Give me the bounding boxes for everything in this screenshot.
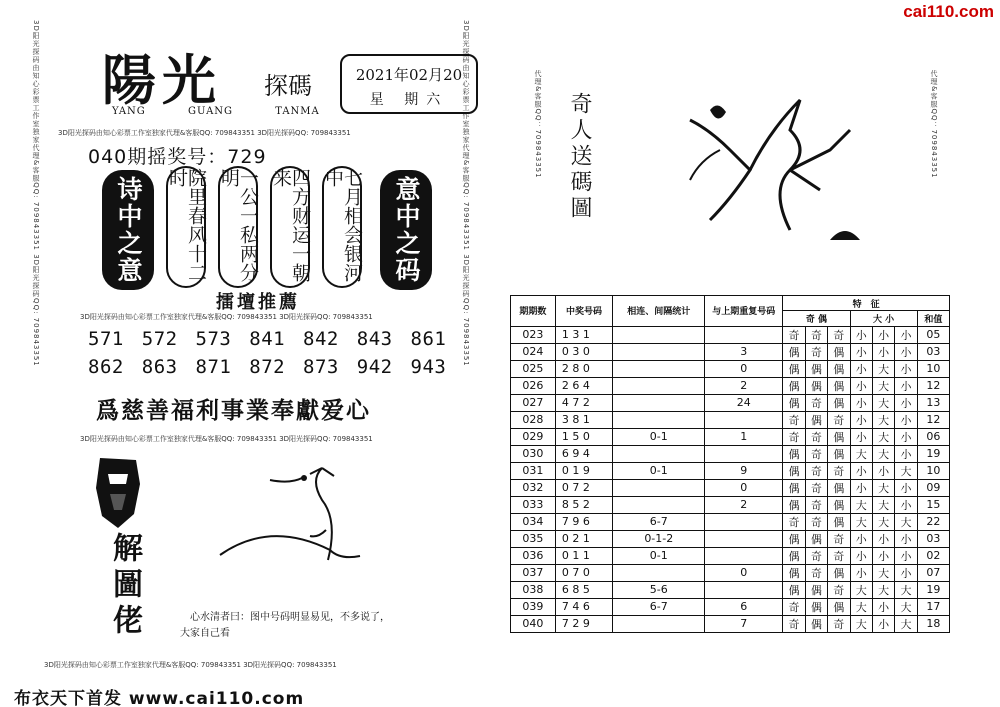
big-small-cell: 大 (872, 428, 894, 445)
consec-cell (613, 360, 705, 377)
winning-cell: 6 9 4 (555, 445, 612, 462)
repeat-cell (705, 445, 783, 462)
odd-even-cell: 奇 (805, 462, 827, 479)
sum-cell: 02 (917, 547, 949, 564)
winning-cell: 6 8 5 (555, 581, 612, 598)
big-small-cell: 大 (872, 496, 894, 513)
odd-even-cell: 奇 (805, 394, 827, 411)
period-cell: 039 (511, 598, 556, 615)
big-small-cell: 小 (872, 326, 894, 343)
sum-cell: 13 (917, 394, 949, 411)
table-row (511, 343, 950, 360)
contact-line-3: 3D阳光探码由知心彩票工作室独家代理&客服QQ: 709843351 3D阳光探码QQ: 709843351 (80, 435, 373, 443)
table-row (511, 530, 950, 547)
repeat-cell: 6 (705, 598, 783, 615)
col-period: 期期数 (511, 296, 556, 327)
consec-cell (613, 496, 705, 513)
odd-even-cell: 奇 (828, 411, 850, 428)
date-line: 2021年02月20 (355, 66, 463, 84)
col-sum: 和值 (917, 311, 949, 326)
table-row (511, 428, 950, 445)
repeat-cell: 1 (705, 428, 783, 445)
table-row (511, 598, 950, 615)
period-cell: 025 (511, 360, 556, 377)
period-cell: 027 (511, 394, 556, 411)
period-cell: 029 (511, 428, 556, 445)
big-small-cell: 小 (895, 326, 917, 343)
consec-cell (613, 343, 705, 360)
consec-cell: 0-1 (613, 462, 705, 479)
odd-even-cell: 偶 (783, 564, 805, 581)
odd-even-cell: 奇 (805, 445, 827, 462)
jie-tu-title: 解圖佬 (107, 532, 142, 640)
big-small-cell: 大 (872, 411, 894, 428)
odd-even-cell: 偶 (805, 581, 827, 598)
odd-even-cell: 偶 (828, 428, 850, 445)
big-small-cell: 大 (872, 581, 894, 598)
repeat-cell: 9 (705, 462, 783, 479)
table-row (511, 479, 950, 496)
poem-col-2: 一公一私两分明 (218, 166, 258, 288)
odd-even-cell: 奇 (828, 547, 850, 564)
odd-even-cell: 奇 (805, 564, 827, 581)
odd-even-cell: 偶 (828, 479, 850, 496)
odd-even-cell: 奇 (805, 479, 827, 496)
consec-cell (613, 377, 705, 394)
repeat-cell: 2 (705, 496, 783, 513)
odd-even-cell: 奇 (783, 428, 805, 445)
table-row (511, 377, 950, 394)
qiren-drawing-image (670, 90, 880, 240)
winning-cell: 1 3 1 (555, 326, 612, 343)
repeat-cell: 0 (705, 360, 783, 377)
logo-pinyin: YANG GUANG TANMA (112, 106, 320, 117)
big-small-cell: 小 (895, 360, 917, 377)
table-row (511, 513, 950, 530)
hint-note (180, 610, 390, 642)
big-small-cell: 小 (872, 462, 894, 479)
repeat-cell (705, 530, 783, 547)
consec-cell (613, 445, 705, 462)
odd-even-cell: 偶 (783, 462, 805, 479)
sum-cell: 03 (917, 530, 949, 547)
table-row (511, 411, 950, 428)
big-small-cell: 大 (850, 496, 872, 513)
big-small-cell: 小 (895, 496, 917, 513)
odd-even-cell: 奇 (805, 428, 827, 445)
consec-cell (613, 411, 705, 428)
odd-even-cell: 偶 (828, 394, 850, 411)
big-small-cell: 大 (872, 479, 894, 496)
odd-even-cell: 偶 (783, 530, 805, 547)
table-row (511, 496, 950, 513)
big-small-cell: 大 (850, 513, 872, 530)
odd-even-cell: 偶 (828, 377, 850, 394)
winning-cell: 2 6 4 (555, 377, 612, 394)
odd-even-cell: 偶 (805, 530, 827, 547)
qiren-side-left: 代理&客服QQ：709843351 (534, 70, 542, 179)
big-small-cell: 小 (872, 615, 894, 632)
period-cell: 040 (511, 615, 556, 632)
big-small-cell: 小 (872, 547, 894, 564)
period-cell: 026 (511, 377, 556, 394)
big-small-cell: 大 (872, 513, 894, 530)
big-small-cell: 小 (895, 445, 917, 462)
col-repeat: 与上期重复号码 (705, 296, 783, 327)
col-odd-even: 奇 偶 (783, 311, 850, 326)
sum-cell: 10 (917, 462, 949, 479)
recommend-title: 擂壇推薦 (216, 292, 300, 313)
period-cell: 023 (511, 326, 556, 343)
consec-cell: 6-7 (613, 598, 705, 615)
big-small-cell: 大 (850, 581, 872, 598)
col-features: 特 征 (783, 296, 950, 311)
winning-cell: 0 2 1 (555, 530, 612, 547)
sum-cell: 15 (917, 496, 949, 513)
consec-cell: 6-7 (613, 513, 705, 530)
sum-cell: 03 (917, 343, 949, 360)
period-cell: 038 (511, 581, 556, 598)
big-small-cell: 大 (895, 615, 917, 632)
big-small-cell: 大 (850, 598, 872, 615)
contact-line-2: 3D阳光探码由知心彩票工作室独家代理&客服QQ: 709843351 3D阳光探码QQ: 709843351 (80, 313, 373, 321)
odd-even-cell: 奇 (783, 411, 805, 428)
period-cell: 024 (511, 343, 556, 360)
odd-even-cell: 奇 (828, 326, 850, 343)
odd-even-cell: 奇 (783, 326, 805, 343)
poem-col-1: 院里春风十二时 (166, 166, 206, 288)
big-small-cell: 小 (895, 479, 917, 496)
big-small-cell: 大 (895, 598, 917, 615)
odd-even-cell: 偶 (828, 564, 850, 581)
big-small-cell: 小 (895, 547, 917, 564)
consec-cell (613, 394, 705, 411)
odd-even-cell: 偶 (828, 445, 850, 462)
big-small-cell: 小 (850, 360, 872, 377)
col-winning: 中奖号码 (555, 296, 612, 327)
weekday: 星 期六 (369, 92, 449, 108)
big-small-cell: 小 (872, 343, 894, 360)
big-small-cell: 大 (895, 513, 917, 530)
big-small-cell: 小 (895, 343, 917, 360)
period-cell: 036 (511, 547, 556, 564)
big-small-cell: 小 (850, 547, 872, 564)
odd-even-cell: 奇 (828, 615, 850, 632)
sum-cell: 06 (917, 428, 949, 445)
history-table (510, 295, 950, 633)
odd-even-cell: 偶 (783, 496, 805, 513)
winning-cell: 0 3 0 (555, 343, 612, 360)
big-small-cell: 大 (872, 360, 894, 377)
sum-cell: 19 (917, 581, 949, 598)
sum-cell: 18 (917, 615, 949, 632)
odd-even-cell: 偶 (828, 513, 850, 530)
big-small-cell: 小 (850, 377, 872, 394)
big-small-cell: 小 (850, 564, 872, 581)
col-big-small: 大 小 (850, 311, 917, 326)
odd-even-cell: 奇 (783, 598, 805, 615)
big-small-cell: 小 (895, 564, 917, 581)
repeat-cell (705, 581, 783, 598)
winning-cell: 7 9 6 (555, 513, 612, 530)
date-box (340, 54, 478, 114)
big-small-cell: 大 (895, 581, 917, 598)
winning-cell: 0 1 1 (555, 547, 612, 564)
big-small-cell: 小 (850, 343, 872, 360)
period-cell: 031 (511, 462, 556, 479)
period-cell: 037 (511, 564, 556, 581)
period-cell: 028 (511, 411, 556, 428)
odd-even-cell: 奇 (805, 547, 827, 564)
footer-slogan[interactable]: 布衣天下首发 www.cai110.com (14, 689, 305, 707)
repeat-cell: 2 (705, 377, 783, 394)
poem-left-label: 诗中之意 (102, 170, 154, 290)
table-row (511, 581, 950, 598)
repeat-cell: 0 (705, 564, 783, 581)
repeat-cell: 24 (705, 394, 783, 411)
big-small-cell: 小 (850, 394, 872, 411)
odd-even-cell: 偶 (783, 581, 805, 598)
winning-cell: 0 7 0 (555, 564, 612, 581)
sage-portrait-image (90, 454, 146, 530)
odd-even-cell: 偶 (783, 377, 805, 394)
odd-even-cell: 偶 (828, 360, 850, 377)
big-small-cell: 大 (872, 377, 894, 394)
period-cell: 032 (511, 479, 556, 496)
logo-subtitle: 探碼 (264, 72, 312, 100)
odd-even-cell: 偶 (828, 496, 850, 513)
big-small-cell: 小 (850, 479, 872, 496)
period-cell: 030 (511, 445, 556, 462)
big-small-cell: 大 (872, 394, 894, 411)
puzzle-drawing-image (210, 460, 370, 580)
big-small-cell: 小 (850, 462, 872, 479)
charity-slogan: 爲慈善福利事業奉獻爱心 (96, 397, 371, 424)
recommend-numbers-row-2: 862 863 871 872 873 942 943 (88, 356, 447, 378)
odd-even-cell: 偶 (783, 479, 805, 496)
yangguang-sheet (30, 20, 475, 680)
site-brand[interactable]: cai110.com (903, 2, 994, 21)
odd-even-cell: 偶 (805, 377, 827, 394)
big-small-cell: 小 (895, 394, 917, 411)
winning-cell: 0 1 9 (555, 462, 612, 479)
consec-cell (613, 479, 705, 496)
poem-right-label: 意中之码 (380, 170, 432, 290)
winning-cell: 7 4 6 (555, 598, 612, 615)
winning-cell: 3 8 1 (555, 411, 612, 428)
side-contact-text-right: 3D阳光探码由知心彩票工作室独家代理&客服QQ: 709843351 3D阳光探码QQ: 709843351 (462, 20, 470, 367)
repeat-cell: 7 (705, 615, 783, 632)
qiren-title: 奇人送碼圖 (567, 92, 592, 222)
consec-cell: 0-1-2 (613, 530, 705, 547)
sum-cell: 22 (917, 513, 949, 530)
recommend-numbers-row-1: 571 572 573 841 842 843 861 (88, 328, 447, 350)
big-small-cell: 大 (872, 564, 894, 581)
qiren-side-right: 代理&客服QQ：709843351 (930, 70, 938, 179)
odd-even-cell: 奇 (805, 326, 827, 343)
big-small-cell: 小 (895, 377, 917, 394)
qiren-figure (530, 70, 950, 270)
odd-even-cell: 奇 (783, 513, 805, 530)
repeat-cell: 0 (705, 479, 783, 496)
consec-cell: 0-1 (613, 428, 705, 445)
odd-even-cell: 偶 (805, 615, 827, 632)
odd-even-cell: 偶 (783, 445, 805, 462)
consec-cell (613, 564, 705, 581)
odd-even-cell: 偶 (783, 394, 805, 411)
sum-cell: 07 (917, 564, 949, 581)
table-row (511, 564, 950, 581)
odd-even-cell: 奇 (828, 462, 850, 479)
odd-even-cell: 奇 (783, 615, 805, 632)
winning-cell: 4 7 2 (555, 394, 612, 411)
table-row (511, 547, 950, 564)
big-small-cell: 大 (895, 462, 917, 479)
odd-even-cell: 偶 (805, 360, 827, 377)
sum-cell: 10 (917, 360, 949, 377)
col-consec: 相连、间隔统计 (613, 296, 705, 327)
period-cell: 035 (511, 530, 556, 547)
winning-cell: 0 7 2 (555, 479, 612, 496)
repeat-cell (705, 513, 783, 530)
contact-line-4: 3D阳光探码由知心彩票工作室独家代理&客服QQ: 709843351 3D阳光探码QQ: 709843351 (44, 661, 337, 669)
big-small-cell: 小 (872, 530, 894, 547)
odd-even-cell: 偶 (805, 598, 827, 615)
repeat-cell (705, 326, 783, 343)
odd-even-cell: 奇 (805, 343, 827, 360)
big-small-cell: 大 (850, 615, 872, 632)
big-small-cell: 大 (850, 445, 872, 462)
big-small-cell: 小 (850, 411, 872, 428)
big-small-cell: 小 (895, 428, 917, 445)
table-row (511, 360, 950, 377)
odd-even-cell: 奇 (828, 581, 850, 598)
consec-cell: 5-6 (613, 581, 705, 598)
odd-even-cell: 偶 (783, 343, 805, 360)
winning-cell: 1 5 0 (555, 428, 612, 445)
table-row (511, 326, 950, 343)
poem-col-4: 七月相会银河中 (322, 166, 362, 288)
winning-cell: 7 2 9 (555, 615, 612, 632)
odd-even-cell: 奇 (805, 513, 827, 530)
sum-cell: 12 (917, 377, 949, 394)
hint-line-2: 大家自己看 (180, 628, 230, 639)
consec-cell (613, 615, 705, 632)
poem-col-3: 四方财运一朝来 (270, 166, 310, 288)
repeat-cell (705, 411, 783, 428)
odd-even-cell: 偶 (828, 343, 850, 360)
big-small-cell: 大 (872, 445, 894, 462)
table-row (511, 445, 950, 462)
big-small-cell: 小 (872, 598, 894, 615)
side-contact-text: 3D阳光探码由知心彩票工作室独家代理&客服QQ: 709843351 3D阳光探码QQ: 709843351 (32, 20, 40, 367)
sum-cell: 17 (917, 598, 949, 615)
winning-cell: 8 5 2 (555, 496, 612, 513)
hint-line-1: 心水清者曰：图中号码明显易见，不多说了， (190, 612, 390, 623)
repeat-cell: 3 (705, 343, 783, 360)
repeat-cell (705, 547, 783, 564)
odd-even-cell: 偶 (783, 547, 805, 564)
period-cell: 033 (511, 496, 556, 513)
sum-cell: 12 (917, 411, 949, 428)
odd-even-cell: 偶 (783, 360, 805, 377)
big-small-cell: 小 (895, 530, 917, 547)
odd-even-cell: 奇 (805, 496, 827, 513)
draw-number: 040期摇奖号：729 (88, 146, 267, 168)
contact-line: 3D阳光探码由知心彩票工作室独家代理&客服QQ: 709843351 3D阳光探码QQ: 709843351 (58, 129, 351, 137)
odd-even-cell: 偶 (805, 411, 827, 428)
big-small-cell: 小 (850, 428, 872, 445)
table-row (511, 462, 950, 479)
logo: 陽光 (102, 48, 222, 112)
consec-cell: 0-1 (613, 547, 705, 564)
odd-even-cell: 奇 (828, 530, 850, 547)
consec-cell (613, 326, 705, 343)
period-cell: 034 (511, 513, 556, 530)
sum-cell: 05 (917, 326, 949, 343)
winning-cell: 2 8 0 (555, 360, 612, 377)
big-small-cell: 小 (850, 326, 872, 343)
big-small-cell: 小 (850, 530, 872, 547)
sum-cell: 19 (917, 445, 949, 462)
sum-cell: 09 (917, 479, 949, 496)
odd-even-cell: 偶 (828, 598, 850, 615)
table-row (511, 615, 950, 632)
big-small-cell: 小 (895, 411, 917, 428)
table-row (511, 394, 950, 411)
